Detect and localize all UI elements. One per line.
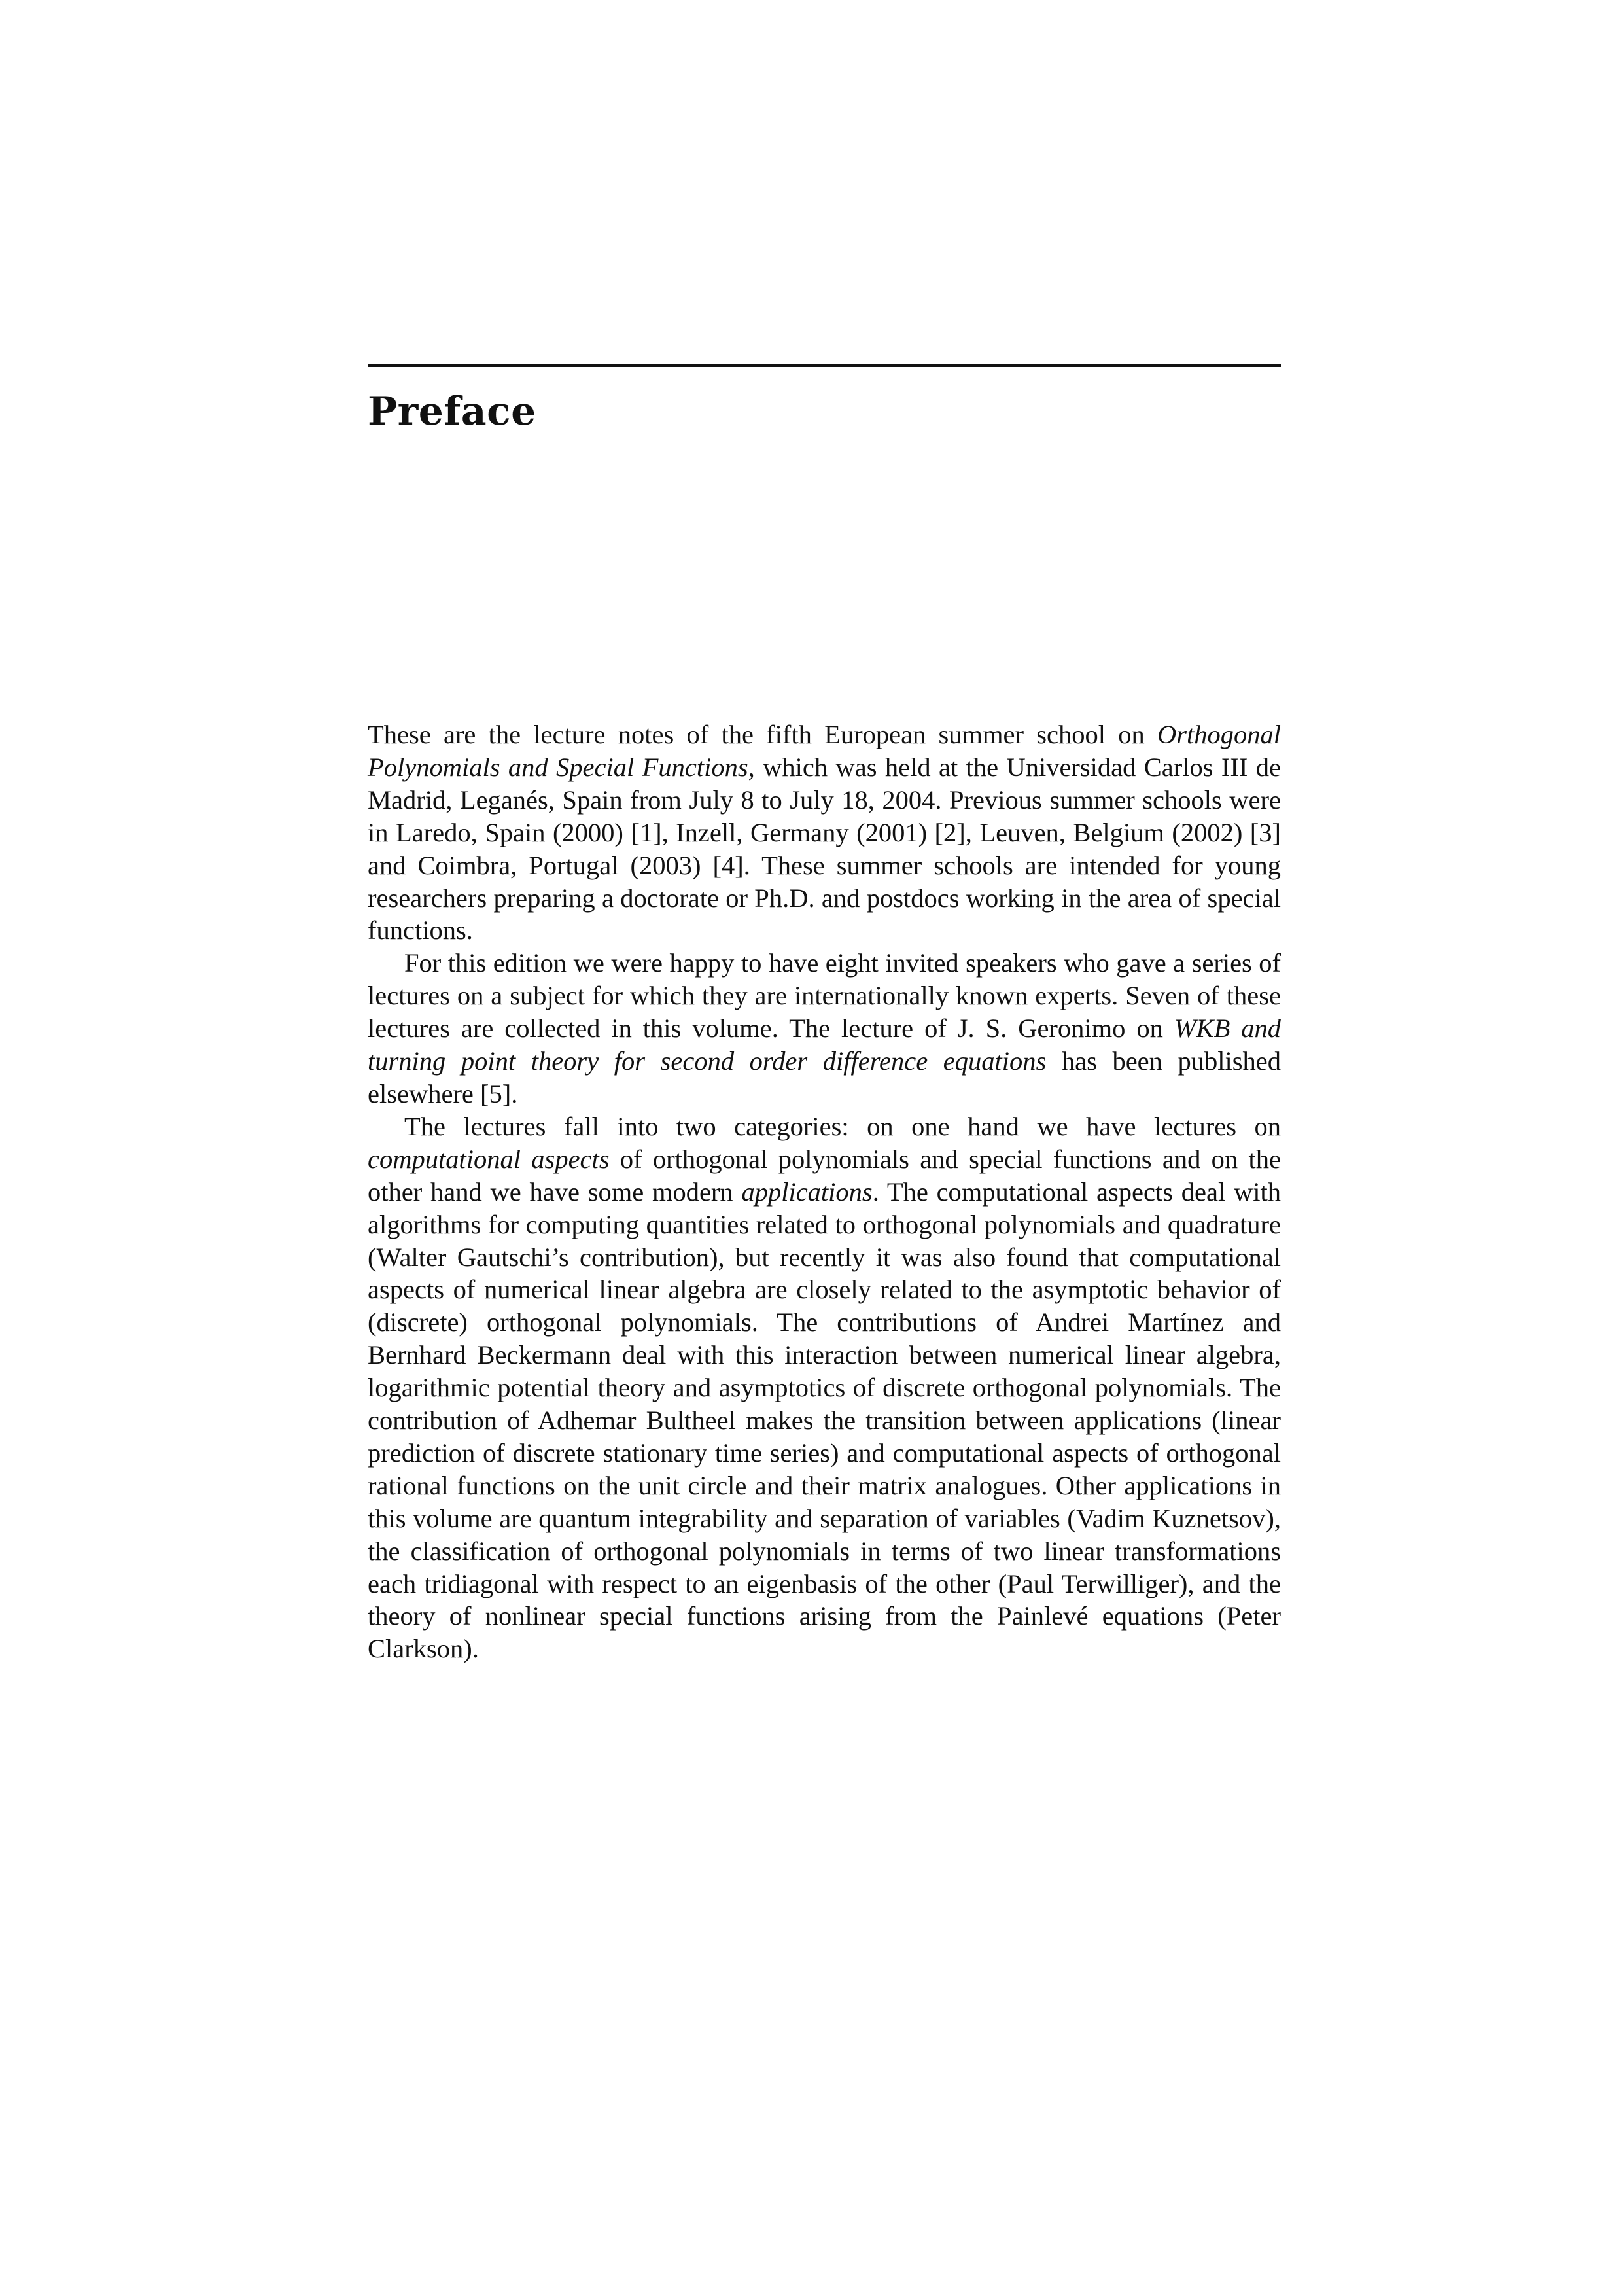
page-title: Preface <box>368 389 536 434</box>
paragraph-3-italic-2: applications <box>741 1176 873 1207</box>
title-rule <box>368 364 1281 367</box>
paragraph-3 <box>368 1110 1281 1665</box>
paragraph-3-text-2: of orthogonal polynomials and special functions and on the other hand we have some modern <box>368 1144 1281 1207</box>
paragraph-1-text-2: , which was held at the Universidad Carlos III de Madrid, Leganés, Spain from July 8 to July 18, 2004. Previous summer schools were in Laredo, Spain (2000) [1], Inzell, Germany (2001) [2], Leuven, Belgium (2002) [3] and Coimbra, Portugal (2003) [4]. These summer schools are intended for young researchers preparing a doctorate or Ph.D. and postdocs working in the area of special functions. <box>368 752 1281 945</box>
paragraph-1-italic-1: Orthogonal Polynomials and Special Functions <box>368 720 1281 782</box>
paragraph-3-text-1: The lectures fall into two categories: on one hand we have lectures on <box>404 1111 1281 1141</box>
paragraph-2-text-2: has been published elsewhere [5]. <box>368 1046 1281 1108</box>
paragraph-1-text-1: These are the lecture notes of the fifth European summer school on <box>368 720 1157 749</box>
paragraph-2-italic-1: WKB and turning point theory for second order difference equations <box>368 1014 1281 1076</box>
paragraph-1 <box>368 718 1281 947</box>
paragraph-3-text-3: . The computational aspects deal with algorithms for computing quantities related to orthogonal polynomials and quadrature (Walter Gautschi’s contribution), but recently it was also found that computational aspects of numerical linear algebra are closely related to the asymptotic behavior of (discrete) orthogonal polynomials. The contributions of Andrei Martínez and Bernhard Beckermann deal with this interaction between numerical linear algebra, logarithmic potential theory and asymptotics of discrete orthogonal polynomials. The contribution of Adhemar Bultheel makes the transition between applications (linear prediction of discrete stationary time series) and computational aspects of orthogonal rational functions on the unit circle and their matrix analogues. Other applications in this volume are quantum integrability and separation of variables (Vadim Kuznetsov), the classification of orthogonal polynomials in terms of two linear transformations each tridiagonal with respect to an eigenbasis of the other (Paul Terwilliger), and the theory of nonlinear special functions arising from the Painlevé equations (Peter Clarkson). <box>368 1176 1281 1664</box>
paragraph-2 <box>368 947 1281 1110</box>
preface-body <box>368 718 1281 1665</box>
paragraph-2-text-1: For this edition we were happy to have eight invited speakers who gave a series of lectures on a subject for which they are internationally known experts. Seven of these lectures are collected in this volume. The lecture of J. S. Geronimo on <box>368 948 1281 1044</box>
paragraph-3-italic-1: computational aspects <box>368 1144 610 1174</box>
